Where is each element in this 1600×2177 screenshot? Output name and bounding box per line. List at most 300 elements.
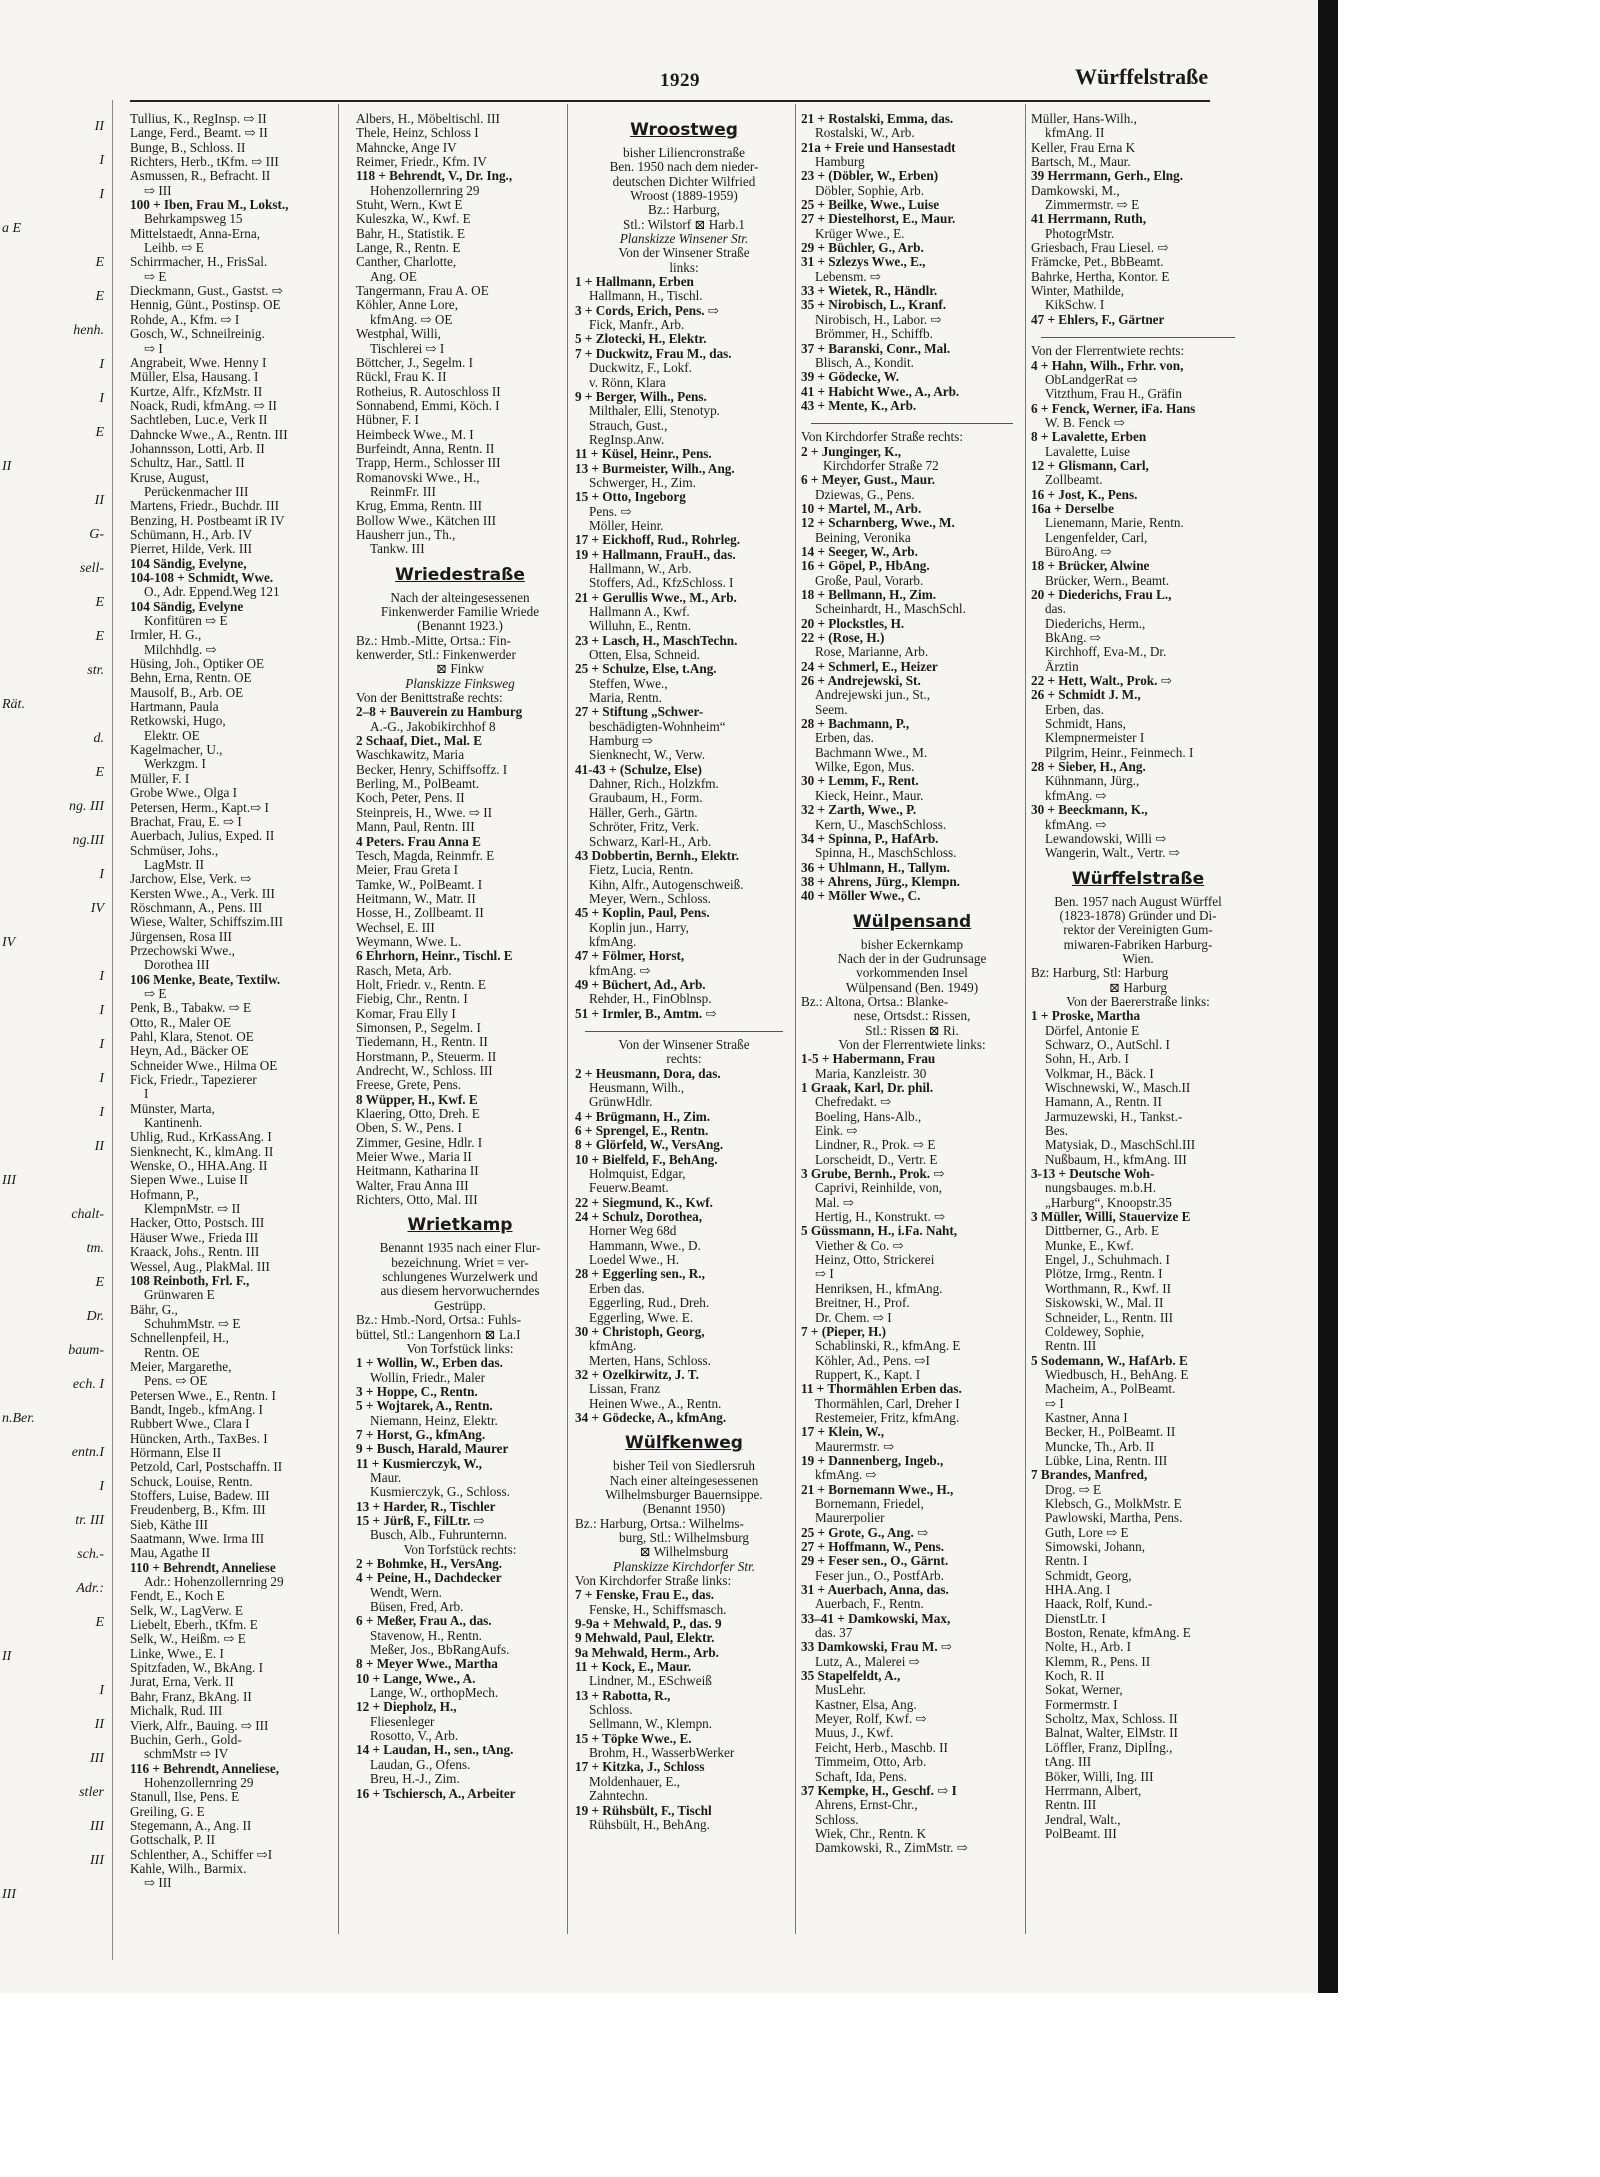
- house-number-entry: 34 + Gödecke, A., kfmAng.: [575, 1410, 727, 1425]
- resident-entry: Oben, S. W., Pens. I: [356, 1121, 462, 1136]
- resident-entry: Dittberner, G., Arb. E: [1045, 1224, 1160, 1239]
- resident-entry: Spitzfaden, W., BkAng. I: [130, 1661, 263, 1676]
- house-number-entry: 1 + Proske, Martha: [1031, 1009, 1141, 1024]
- resident-entry: Kagelmacher, U.,: [130, 743, 223, 758]
- resident-entry: Große, Paul, Vorarb.: [815, 573, 924, 588]
- resident-entry: Diederichs, Herm.,: [1045, 616, 1146, 631]
- house-number-entry: 9 + Berger, Wilh., Pens.: [575, 389, 707, 404]
- resident-entry: Perückenmacher III: [144, 484, 249, 499]
- resident-entry: v. Rönn, Klara: [589, 375, 666, 390]
- resident-entry: Reimer, Friedr., Kfm. IV: [356, 155, 487, 170]
- house-number-entry: 43 Dobbertin, Bernh., Elektr.: [575, 848, 739, 863]
- resident-entry: Andrecht, W., Schloss. III: [356, 1064, 493, 1078]
- house-number-entry: 7 + Horst, G., kfmAng.: [356, 1427, 486, 1442]
- resident-entry: Mausolf, B., Arb. OE: [130, 685, 244, 700]
- resident-entry: Sienknecht, K., klmAng. II: [130, 1144, 274, 1159]
- resident-entry: Rentn. I: [1045, 1554, 1088, 1569]
- street-note: nese, Ortsdst.: Rissen,: [853, 1009, 971, 1024]
- resident-entry: Von Kirchdorfer Straße rechts:: [801, 430, 963, 445]
- house-number-entry: 20 + Plockstles, H.: [801, 616, 905, 631]
- resident-entry: Seem.: [815, 702, 848, 717]
- house-number-entry: 30 + Christoph, Georg,: [575, 1324, 705, 1339]
- house-number-entry: 30 + Lemm, F., Rent.: [801, 774, 919, 789]
- resident-entry: Lewandowski, Willi ⇨: [1045, 831, 1167, 846]
- house-number-entry: 12 + Diepholz, H.,: [356, 1700, 457, 1715]
- resident-entry: Häller, Gerh., Gärtn.: [589, 805, 698, 820]
- resident-entry: Bz.: Hmb.-Nord, Ortsa.: Fuhls-: [356, 1313, 522, 1328]
- resident-entry: Lebensm. ⇨: [815, 269, 881, 284]
- house-number-entry: 9-9a + Mehwald, P., das. 9: [575, 1617, 722, 1632]
- resident-entry: Graubaum, H., Form.: [589, 791, 703, 806]
- resident-entry: Kastner, Elsa, Ang.: [815, 1697, 917, 1712]
- street-note: bisher Eckernkamp: [860, 937, 964, 952]
- resident-entry: Kraack, Johs., Rentn. III: [130, 1245, 260, 1260]
- resident-entry: Sachtleben, Luc.e, Verk II: [130, 413, 268, 428]
- street-note: Ben. 1957 nach August Würffel: [1054, 894, 1222, 909]
- resident-entry: Maria, Kanzleistr. 30: [815, 1066, 927, 1081]
- resident-entry: Bunge, B., Schloss. II: [130, 140, 246, 155]
- fragment-text: E: [95, 289, 104, 304]
- resident-entry: Rentn. OE: [144, 1345, 200, 1360]
- house-number-entry: 2 Schaaf, Diet., Mal. E: [356, 734, 483, 749]
- resident-entry: PhotogrMstr.: [1045, 226, 1115, 241]
- resident-entry: kenwerder, Stl.: Finkenwerder: [356, 648, 516, 663]
- house-number-entry: 13 + Rabotta, R.,: [575, 1688, 671, 1703]
- street-note: miwaren-Fabriken Harburg-: [1063, 937, 1213, 952]
- house-number-entry: 18 + Brücker, Alwine: [1031, 559, 1150, 574]
- resident-entry: Pawlowski, Martha, Pens.: [1045, 1511, 1183, 1526]
- street-note: (Benannt 1923.): [417, 619, 503, 634]
- resident-entry: Kantinenh.: [144, 1116, 203, 1131]
- house-number-entry: 39 Herrmann, Gerh., Elng.: [1031, 169, 1184, 184]
- house-number-entry: 21 + Bornemann Wwe., H.,: [801, 1482, 954, 1497]
- street-note: rechts:: [666, 1052, 702, 1067]
- resident-entry: Brömmer, H., Schiffb.: [815, 327, 933, 342]
- street-note: Nach der alteingesessenen: [390, 590, 530, 605]
- house-number-entry: 6 + Meyer, Gust., Maur.: [801, 473, 936, 488]
- resident-entry: Damkowski, R., ZimMstr. ⇨: [815, 1841, 968, 1856]
- resident-entry: Schümann, H., Arb. IV: [130, 527, 252, 542]
- resident-entry: Nirobisch, H., Labor. ⇨: [815, 312, 942, 327]
- resident-entry: BüroAng. ⇨: [1045, 544, 1112, 559]
- resident-entry: Hofmann, P.,: [130, 1187, 199, 1202]
- resident-entry: Krug, Emma, Rentn. III: [356, 499, 482, 514]
- resident-entry: Bahr, Franz, BkAng. II: [130, 1689, 252, 1704]
- resident-entry: Schmüser, Johs.,: [130, 843, 219, 858]
- resident-entry: Uhlig, Rud., KrKassAng. I: [130, 1130, 272, 1145]
- resident-entry: Zahntechn.: [589, 1789, 648, 1804]
- resident-entry: O., Adr. Eppend.Weg 121: [144, 585, 280, 600]
- resident-entry: Vierk, Alfr., Bauing. ⇨ III: [130, 1718, 269, 1733]
- resident-entry: Bz.: Hmb.-Mitte, Ortsa.: Fin-: [356, 633, 511, 648]
- directory-column-3: [575, 112, 793, 1922]
- house-number-entry: 110 + Behrendt, Anneliese: [130, 1560, 276, 1575]
- resident-entry: Guth, Lore ⇨ E: [1045, 1525, 1129, 1540]
- resident-entry: Petzold, Carl, Postschaffn. II: [130, 1460, 283, 1475]
- fragment-text: E: [95, 629, 104, 644]
- house-number-entry: 17 + Eickhoff, Rud., Rohrleg.: [575, 533, 741, 548]
- resident-entry: Hacker, Otto, Postsch. III: [130, 1216, 265, 1231]
- resident-entry: Berling, M., PolBeamt.: [356, 777, 480, 792]
- resident-entry: I: [144, 1087, 149, 1102]
- fragment-text: III: [90, 1819, 104, 1834]
- resident-entry: Kastner, Anna I: [1045, 1410, 1128, 1425]
- resident-entry: Bahr, H., Statistik. E: [356, 226, 465, 241]
- house-number-entry: 41-43 + (Schulze, Else): [575, 762, 702, 777]
- resident-entry: Feser jun., O., PostfArb.: [815, 1568, 944, 1583]
- resident-entry: Dahner, Rich., Holzkfm.: [589, 777, 719, 792]
- resident-entry: PolBeamt. III: [1045, 1826, 1117, 1841]
- resident-entry: Schwarz, O., AutSchl. I: [1045, 1037, 1170, 1052]
- resident-entry: Fenske, H., Schiffsmasch.: [589, 1602, 727, 1617]
- resident-entry: Vitzthum, Frau H., Gräfin: [1045, 387, 1182, 402]
- house-number-entry: 5 Sodemann, W., HafArb. E: [1031, 1353, 1188, 1368]
- resident-entry: Auerbach, Julius, Exped. II: [130, 829, 275, 844]
- resident-entry: Busch, Alb., Fuhrunternn.: [370, 1528, 507, 1543]
- street-note: burg, Stl.: Wilhelmsburg: [619, 1530, 749, 1545]
- resident-entry: Nußbaum, H., kfmAng. III: [1045, 1152, 1187, 1167]
- fragment-text: ng. III: [69, 799, 104, 814]
- house-number-entry: 19 + Hallmann, FrauH., das.: [575, 547, 736, 562]
- house-number-entry: 15 + Jürß, F., FilLtr. ⇨: [356, 1513, 485, 1528]
- resident-entry: Hüncken, Arth., TaxBes. I: [130, 1431, 268, 1446]
- resident-entry: Rohde, A., Kfm. ⇨ I: [130, 312, 240, 327]
- fragment-text: G-: [89, 527, 104, 542]
- house-number-entry: 28 + Sieber, H., Ang.: [1031, 760, 1146, 775]
- resident-entry: Behn, Erna, Rentn. OE: [130, 671, 252, 686]
- house-number-entry: 25 + Beilke, Wwe., Luise: [801, 198, 940, 213]
- fragment-text: IV: [2, 935, 16, 950]
- street-heading: Wrietkamp: [407, 1215, 513, 1236]
- column-divider: [1025, 104, 1026, 1934]
- plan-reference: Planskizze Kirchdorfer Str.: [612, 1559, 755, 1574]
- resident-entry: Tangermann, Frau A. OE: [356, 284, 489, 299]
- street-heading: Würffelstraße: [1071, 868, 1205, 889]
- resident-entry: Formermstr. I: [1045, 1697, 1118, 1712]
- resident-entry: Thele, Heinz, Schloss I: [356, 126, 479, 141]
- house-number-entry: 43 + Mente, K., Arb.: [801, 398, 917, 413]
- resident-entry: Heitmann, W., Matr. II: [356, 891, 476, 906]
- resident-entry: Gosch, W., Schneilreinig.: [130, 327, 265, 342]
- resident-entry: Spinna, H., MaschSchloss.: [815, 846, 957, 861]
- resident-entry: ⇨ III: [144, 183, 172, 198]
- resident-entry: Sienknecht, W., Verw.: [589, 748, 706, 763]
- house-number-entry: 6 + Fenck, Werner, iFa. Hans: [1031, 401, 1196, 416]
- street-note: Von Torfstück rechts:: [403, 1542, 517, 1557]
- house-number-entry: 3 + Hoppe, C., Rentn.: [356, 1384, 478, 1399]
- house-number-entry: 11 + Küsel, Heinr., Pens.: [575, 447, 712, 462]
- house-number-entry: 1-5 + Habermann, Frau: [801, 1052, 936, 1067]
- house-number-entry: 14 + Laudan, H., sen., tAng.: [356, 1743, 514, 1758]
- resident-entry: Rose, Marianne, Arb.: [815, 645, 929, 660]
- house-number-entry: 34 + Spinna, P., HafArb.: [801, 831, 939, 846]
- resident-entry: DienstLtr. I: [1045, 1611, 1106, 1626]
- fragment-text: E: [95, 255, 104, 270]
- resident-entry: Sellmann, W., Klempn.: [589, 1717, 713, 1732]
- house-number-entry: 2 + Bohmke, H., VersAng.: [356, 1557, 503, 1571]
- resident-entry: Milthaler, Elli, Stenotyp.: [589, 404, 720, 419]
- resident-entry: Klebsch, G., MolkMstr. E: [1045, 1496, 1182, 1511]
- resident-entry: Maurermstr. ⇨: [815, 1439, 895, 1454]
- street-note: Nach der in der Gudrunsage: [837, 951, 987, 966]
- resident-entry: MusLehr.: [815, 1683, 866, 1698]
- resident-entry: Meier, Margarethe,: [130, 1359, 232, 1374]
- resident-entry: Leihb. ⇨ E: [144, 241, 204, 256]
- resident-entry: Ahrens, Ernst-Chr.,: [815, 1798, 918, 1813]
- house-number-entry: 7 + Fenske, Frau E., das.: [575, 1588, 715, 1603]
- resident-entry: Wiek, Chr., Rentn. K: [815, 1826, 927, 1841]
- fragment-text: II: [2, 459, 12, 474]
- resident-entry: Pilgrim, Heinr., Feinmech. I: [1045, 745, 1194, 760]
- resident-entry: Petersen Wwe., E., Rentn. I: [130, 1388, 276, 1403]
- resident-entry: Horstmann, P., Steuerm. II: [356, 1049, 497, 1064]
- house-number-entry: 16 + Göpel, P., HbAng.: [801, 559, 930, 574]
- resident-entry: Stegemann, A., Ang. II: [130, 1818, 252, 1833]
- resident-entry: Kersten Wwe., A., Verk. III: [130, 886, 275, 901]
- resident-entry: Wessel, Aug., PlakMal. III: [130, 1259, 270, 1274]
- house-number-entry: 9a Mehwald, Herm., Arb.: [575, 1645, 719, 1660]
- resident-entry: Balnat, Walter, ElMstr. II: [1045, 1726, 1178, 1741]
- resident-entry: nungsbauges. m.b.H.: [1045, 1181, 1156, 1196]
- resident-entry: Hallmann A., Kwf.: [589, 605, 690, 619]
- resident-entry: Lorscheidt, D., Vertr. E: [815, 1152, 938, 1167]
- resident-entry: Worthmann, R., Kwf. II: [1045, 1281, 1172, 1296]
- resident-entry: Pens. ⇨: [589, 504, 632, 519]
- resident-entry: Benzing, H. Postbeamt iR IV: [130, 513, 285, 528]
- column-divider: [795, 104, 796, 1934]
- resident-entry: Willuhn, E., Rentn.: [589, 619, 692, 634]
- resident-entry: BkAng. ⇨: [1045, 631, 1101, 646]
- resident-entry: Noack, Rudi, kfmAng. ⇨ II: [130, 398, 277, 413]
- resident-entry: Von der Flerrentwiete rechts:: [1031, 344, 1185, 359]
- resident-entry: Erben, das.: [815, 731, 874, 746]
- resident-entry: Röschmann, A., Pens. III: [130, 900, 263, 915]
- resident-entry: Kruse, August,: [130, 470, 209, 485]
- house-number-entry: 33 + Wietek, R., Händlr.: [801, 284, 938, 299]
- resident-entry: ⇨ I: [1045, 1396, 1064, 1411]
- house-number-entry: 47 + Ehlers, F., Gärtner: [1031, 312, 1165, 327]
- resident-entry: Hamburg: [815, 155, 865, 170]
- resident-entry: Hüsing, Joh., Optiker OE: [130, 657, 265, 672]
- house-number-entry: 21 + Gerullis Wwe., M., Arb.: [575, 590, 737, 605]
- resident-entry: LagMstr. II: [144, 857, 205, 872]
- resident-entry: Tullius, K., RegInsp. ⇨ II: [130, 112, 267, 126]
- resident-entry: Lange, Ferd., Beamt. ⇨ II: [130, 126, 268, 141]
- resident-entry: Sokat, Werner,: [1045, 1683, 1123, 1698]
- resident-entry: Klemm, R., Pens. II: [1045, 1654, 1151, 1669]
- resident-entry: Heinz, Otto, Strickerei: [815, 1253, 935, 1268]
- resident-entry: ⇨ E: [144, 986, 167, 1001]
- resident-entry: Lengenfelder, Carl,: [1045, 530, 1148, 545]
- fragment-text: III: [2, 1887, 16, 1902]
- resident-entry: Asmussen, R., Befracht. II: [130, 169, 271, 184]
- resident-entry: Bornemann, Friedel,: [815, 1496, 924, 1511]
- house-number-entry: 15 + Töpke Wwe., E.: [575, 1731, 692, 1746]
- street-note: (Benannt 1950): [642, 1502, 726, 1517]
- street-note: bisher Liliencronstraße: [623, 146, 745, 160]
- house-number-entry: 5 Güssmann, H., i.Fa. Naht,: [801, 1224, 958, 1239]
- street-heading: Wriedestraße: [395, 564, 525, 585]
- street-heading: Wülpensand: [852, 911, 972, 932]
- resident-entry: W. B. Fenck ⇨: [1045, 415, 1125, 430]
- resident-entry: Wechsel, E. III: [356, 920, 435, 935]
- resident-entry: Tamke, W., PolBeamt. I: [356, 877, 483, 892]
- fragment-text: II: [94, 493, 104, 508]
- section-rule: [1041, 331, 1235, 338]
- resident-entry: tAng. III: [1045, 1755, 1092, 1770]
- resident-entry: Milchhdlg. ⇨: [144, 642, 217, 657]
- street-note: Gestrüpp.: [434, 1298, 486, 1313]
- house-number-entry: 17 + Kitzka, J., Schloss: [575, 1760, 705, 1775]
- house-number-entry: 5 + Zlotecki, H., Elektr.: [575, 332, 707, 347]
- resident-entry: Macheim, A., PolBeamt.: [1045, 1382, 1176, 1397]
- fragment-text: stler: [79, 1785, 104, 1800]
- resident-entry: Fick, Manfr., Arb.: [589, 318, 685, 333]
- house-number-entry: 1 + Wollin, W., Erben das.: [356, 1356, 503, 1371]
- house-number-entry: 4 + Hahn, Wilh., Frhr. von,: [1031, 358, 1184, 373]
- house-number-entry: 30 + Beeckmann, K.,: [1031, 803, 1148, 818]
- resident-entry: Feuerw.Beamt.: [589, 1181, 669, 1196]
- house-number-entry: 22 + Siegmund, K., Kwf.: [575, 1195, 713, 1210]
- resident-entry: Romanovski Wwe., H.,: [356, 470, 480, 485]
- house-number-entry: 116 + Behrendt, Anneliese,: [130, 1761, 280, 1776]
- resident-entry: kfmAng. II: [1045, 126, 1105, 141]
- resident-entry: Hamann, A., Rentn. II: [1045, 1095, 1162, 1110]
- house-number-entry: 1 + Hallmann, Erben: [575, 275, 694, 290]
- resident-entry: Feicht, Herb., Maschb. II: [815, 1740, 948, 1755]
- resident-entry: Damkowski, M.,: [1031, 183, 1120, 198]
- resident-entry: Böttcher, J., Segelm. I: [356, 355, 474, 370]
- resident-entry: ⇨ I: [144, 341, 163, 356]
- resident-entry: Merten, Hans, Schloss.: [589, 1353, 711, 1368]
- resident-entry: Dieckmann, Gust., Gastst. ⇨: [130, 284, 283, 299]
- resident-entry: Maria, Rentn.: [589, 691, 662, 706]
- resident-entry: Steffen, Wwe.,: [589, 676, 668, 691]
- column-divider: [338, 104, 339, 1934]
- street-note: rektor der Vereinigten Gum-: [1063, 923, 1213, 938]
- resident-entry: Breu, H.-J., Zim.: [370, 1772, 460, 1787]
- fragment-text: chalt-: [71, 1207, 104, 1222]
- fragment-text: d.: [93, 731, 104, 746]
- resident-entry: RegInsp.Anw.: [589, 432, 665, 447]
- resident-entry: Schneider Wwe., Hilma OE: [130, 1058, 278, 1073]
- resident-entry: Maurerpolier: [815, 1511, 885, 1526]
- house-number-entry: 37 + Baranski, Conr., Mal.: [801, 341, 951, 356]
- house-number-entry: 36 + Uhlmann, H., Tallym.: [801, 860, 950, 875]
- resident-entry: Schablinski, R., kfmAng. E: [815, 1339, 961, 1354]
- resident-entry: Pierret, Hilde, Verk. III: [130, 542, 253, 557]
- house-number-entry: 14 + Seeger, W., Arb.: [801, 544, 918, 559]
- directory-column-5: [1031, 112, 1245, 1922]
- fragment-text: IV: [90, 901, 104, 916]
- fragment-text: E: [95, 425, 104, 440]
- resident-entry: Hosse, H., Zollbeamt. II: [356, 906, 484, 921]
- resident-entry: Retkowski, Hugo,: [130, 714, 226, 729]
- resident-entry: Eggerling, Rud., Dreh.: [589, 1296, 710, 1311]
- resident-entry: Kuleszka, W., Kwf. E: [356, 212, 471, 227]
- house-number-entry: 8 + Meyer Wwe., Martha: [356, 1657, 498, 1672]
- fragment-text: Dr.: [86, 1309, 104, 1324]
- section-rule: [811, 417, 1013, 424]
- house-number-entry: 2 + Heusmann, Dora, das.: [575, 1066, 721, 1081]
- resident-entry: Boston, Renate, kfmAng. E: [1045, 1626, 1191, 1641]
- fragment-text: henh.: [73, 323, 104, 338]
- resident-entry: kfmAng. ⇨: [815, 1468, 877, 1483]
- house-number-entry: 47 + Fölmer, Horst,: [575, 949, 685, 964]
- resident-entry: Stoffers, Ad., KfzSchloss. I: [589, 576, 734, 591]
- house-number-entry: 26 + Schmidt J. M.,: [1031, 688, 1141, 703]
- house-number-entry: 27 + Hoffmann, W., Pens.: [801, 1540, 945, 1554]
- resident-entry: Gottschalk, P. II: [130, 1833, 215, 1848]
- resident-entry: Koplin jun., Harry,: [589, 920, 689, 935]
- street-note: vorkommenden Insel: [856, 966, 968, 981]
- house-number-entry: 1 Graak, Karl, Dr. phil.: [801, 1081, 934, 1095]
- resident-entry: Jendral, Walt.,: [1045, 1812, 1121, 1827]
- fragment-text: baum-: [68, 1343, 104, 1358]
- resident-entry: Maur.: [370, 1470, 402, 1485]
- house-number-entry: 28 + Eggerling sen., R.,: [575, 1267, 705, 1282]
- house-number-entry: 2 + Junginger, K.,: [801, 444, 902, 459]
- resident-entry: Von Kirchdorfer Straße links:: [575, 1574, 732, 1588]
- street-note: Von der Flerrentwiete links:: [838, 1037, 986, 1052]
- resident-entry: Rückl, Frau K. II: [356, 370, 447, 385]
- resident-entry: Mann, Paul, Rentn. III: [356, 820, 475, 835]
- resident-entry: Steinpreis, H., Wwe. ⇨ II: [356, 805, 493, 820]
- house-number-entry: 35 Stapelfeldt, A.,: [801, 1669, 901, 1684]
- house-number-entry: 27 + Stiftung „Schwer-: [575, 705, 704, 720]
- resident-entry: Hennig, Günt., Postinsp. OE: [130, 298, 281, 313]
- house-number-entry: 104-108 + Schmidt, Wwe.: [130, 571, 274, 585]
- resident-entry: Otten, Elsa, Schneid.: [589, 648, 700, 663]
- house-number-entry: 104 Sändig, Evelyne,: [130, 556, 247, 571]
- resident-entry: Westphal, Willi,: [356, 327, 441, 342]
- resident-entry: Scheinhardt, H., MaschSchl.: [815, 602, 966, 617]
- resident-entry: Coldewey, Sophie,: [1045, 1324, 1145, 1339]
- street-note: bisher Teil von Siedlersruh: [612, 1459, 756, 1474]
- street-note: Benannt 1935 nach einer Flur-: [379, 1241, 541, 1256]
- running-street-header: Würffelstraße: [1075, 64, 1209, 89]
- resident-entry: Mal. ⇨: [815, 1195, 854, 1210]
- resident-entry: Rühsbült, H., BehAng.: [589, 1817, 710, 1832]
- resident-entry: Drog. ⇨ E: [1045, 1482, 1102, 1497]
- resident-entry: Dr. Chem. ⇨ I: [815, 1310, 892, 1325]
- resident-entry: HHA.Ang. I: [1045, 1583, 1111, 1598]
- house-number-entry: 31 + Auerbach, Anna, das.: [801, 1583, 949, 1598]
- resident-entry: Von der Benittstraße rechts:: [356, 691, 503, 706]
- resident-entry: KlempnMstr. ⇨ II: [144, 1202, 241, 1217]
- resident-entry: Griesbach, Frau Liesel. ⇨: [1031, 241, 1169, 256]
- resident-entry: Selk, W., Heißm. ⇨ E: [130, 1632, 246, 1647]
- resident-entry: Tischlerei ⇨ I: [370, 341, 445, 356]
- resident-entry: Kirchhoff, Eva-M., Dr.: [1045, 645, 1167, 660]
- resident-entry: ObLandgerRat ⇨: [1045, 372, 1138, 387]
- resident-entry: Muncke, Th., Arb. II: [1045, 1439, 1155, 1454]
- house-number-entry: 4 + Peine, H., Dachdecker: [356, 1571, 502, 1586]
- resident-entry: Stuht, Wern., Kwt E: [356, 198, 463, 213]
- resident-entry: Konfitüren ⇨ E: [144, 614, 228, 629]
- resident-entry: Möller, Heinr.: [589, 518, 664, 533]
- house-number-entry: 25 + Schulze, Else, t.Ang.: [575, 662, 717, 677]
- resident-entry: Henriksen, H., kfmAng.: [815, 1281, 943, 1296]
- house-number-entry: 8 + Glörfeld, W., VersAng.: [575, 1138, 724, 1153]
- resident-entry: Selk, W., LagVerw. E: [130, 1603, 244, 1618]
- house-number-entry: 21 + Rostalski, Emma, das.: [801, 112, 954, 126]
- resident-entry: Stavenow, H., Rentn.: [370, 1628, 482, 1643]
- house-number-entry: 13 + Harder, R., Tischler: [356, 1499, 496, 1514]
- resident-entry: Werkzgm. I: [144, 757, 206, 772]
- house-number-entry: 29 + Feser sen., O., Gärnt.: [801, 1554, 949, 1569]
- resident-entry: Meßer, Jos., BbRangAufs.: [370, 1643, 510, 1658]
